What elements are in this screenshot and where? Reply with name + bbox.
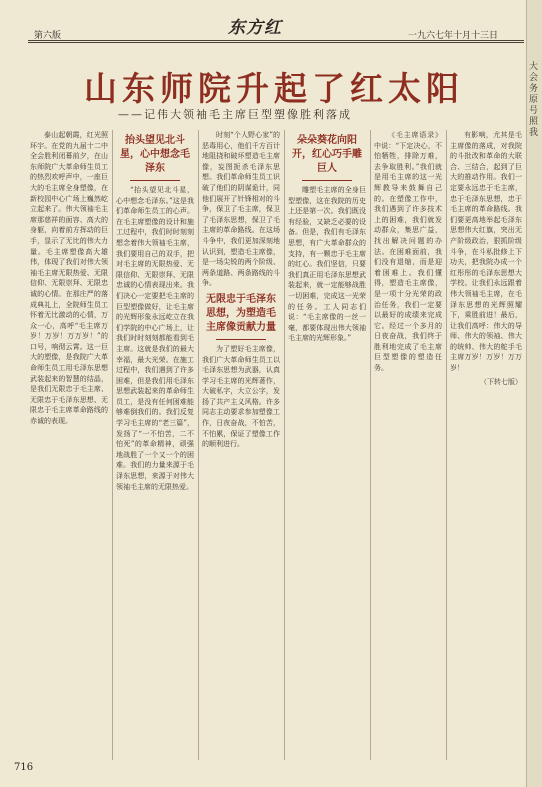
article-column-5	[374, 130, 442, 760]
column-divider	[446, 130, 447, 760]
article-column-3	[202, 130, 280, 760]
column-text: 泰山起朝霞，红光照环宇。在党的九届十二中全会胜利闭幕前夕，在山东师院广大革命师生员工的热烈欢呼声中，一座巨大的毛主席全身塑像，在新校园中心广场上巍然屹立起来了。伟大领袖毛主席那慈祥的面容、高大的身躯，向着前方挥动的巨手，显示了无比的伟大力量。毛主席塑像高大雄伟，体现了我们对伟大领袖毛主席无限热爱、无限信仰、无限崇拜、无限忠诚的心情。在那庄严的落成典礼上，全院师生员工怀着无比激动的心情，万众一心，高呼“毛主席万岁！万岁！万万岁！”的口号，响彻云霄。这一巨大的塑像，是我院广大革命师生员工用毛泽东思想武装起来的智慧的结晶，是我们无限忠于毛主席、无限忠于毛泽东思想、无限忠于毛主席革命路线的赤诚的表现。	[30, 131, 108, 426]
masthead-title: 东方红	[228, 18, 282, 38]
article-column-2	[116, 130, 194, 760]
column-divider	[198, 130, 199, 760]
section-heading: 无限忠于毛泽东思想，为塑造毛主席像贡献力量	[206, 293, 276, 333]
column-text: 时刻“个人野心家”的恶毒用心，他们千方百计地阻挠和破坏塑造毛主席像，妄图扼杀毛泽东思想。我们革命师生员工识破了他们的阴谋诡计，同他们展开了针锋相对的斗争，保卫了毛主席，保卫了毛泽东思想，保卫了毛主席的革命路线。在这场斗争中，我们更加深刻地认识到，塑造毛主席像，是一场尖锐的两个阶级、两条道路、两条路线的斗争。	[202, 131, 280, 288]
article-column-6	[450, 130, 522, 760]
section-heading: 抬头望见北斗星，心中想念毛泽东	[120, 135, 190, 174]
column-divider	[370, 130, 371, 760]
article-column-4	[288, 130, 366, 760]
issue-date: 一九六七年十月十三日	[408, 31, 499, 41]
folio-number: 716	[14, 762, 34, 773]
heading-underline	[130, 180, 180, 181]
edge-text: 大会务原号照我	[529, 62, 539, 138]
continued-note: （下转七版）	[480, 377, 522, 386]
header-rule-double	[28, 42, 524, 43]
heading-underline	[302, 180, 352, 181]
column-text: 为了塑好毛主席像，我们广大革命师生员工以毛泽东思想为武器，认真学习毛主席的光辉著作，大破私字，大立公字，发扬了共产主义风格。许多同志主动要求参加塑像工作，日夜奋战，不怕苦，不怕累，保证了塑像工作的顺利进行。	[202, 344, 280, 449]
article-column-1	[30, 130, 108, 760]
header-rule	[28, 40, 524, 41]
page-header	[0, 0, 526, 45]
column-text: 雕塑毛主席的全身巨型塑像，这在我院的历史上还是第一次。我们既没有经验，又缺乏必要的设备。但是，我们有毛泽东思想，有广大革命群众的支持，有一颗忠于毛主席的红心。我们坚信，只要我们真正用毛泽东思想武装起来，就一定能够战胜一切困难，完成这一光荣的任务。工人同志们说：“毛主席像的一丝一毫，都要体现出伟大领袖毛主席的光辉形象。”	[288, 186, 366, 343]
column-text: “抬头望见北斗星，心中想念毛泽东。”这是我们革命师生员工的心声。在毛主席塑像的设计和施工过程中，我们时时刻刻想念着伟大领袖毛主席，我们要用自己的双手，把对毛主席的无限热爱、无限信仰、无限崇拜、无限忠诚的心情表现出来。我们决心一定要把毛主席的巨型塑像做好，让毛主席的光辉形象永远屹立在我们学院的中心广场上，让我们时时刻刻都能看到毛主席。这就是我们的最大幸福，最大光荣。在施工过程中，我们遇到了许多困难，但是我们用毛泽东思想武装起来的革命师生员工，是没有任何困难能够难倒我们的。我们反复学习毛主席的“老三篇”，发扬了“一不怕苦，二不怕死”的革命精神，顽强地战胜了一个又一个的困难。我们的力量来源于毛泽东思想，来源于对伟大领袖毛主席的无限热爱。	[116, 186, 194, 491]
column-text: 有影响，尤其是毛主席像的落成，对我院的斗批改和革命的大联合、三结合，起到了巨大的推动作用。我们一定要永远忠于毛主席，忠于毛泽东思想，忠于毛主席的革命路线。我们要更高地举起毛泽东思想伟大红旗，突出无产阶级政治，狠抓阶级斗争，在斗私批修上下功夫，把我院办成一个红彤彤的毛泽东思想大学校。让我们永远跟着伟大领袖毛主席，在毛泽东思想的光辉照耀下，乘胜前进！最后，让我们高呼：伟大的导师、伟大的领袖、伟大的统帅、伟大的舵手毛主席万岁！万岁！万万岁！	[450, 131, 522, 373]
section-heading: 朵朵葵花向阳开，红心巧手雕巨人	[292, 135, 362, 174]
column-divider	[284, 130, 285, 760]
page-number: 第六版	[34, 31, 62, 41]
column-divider	[112, 130, 113, 760]
main-headline: 山东师院升起了红太阳	[84, 69, 464, 108]
column-text: 《毛主席语录》中说：“下定决心，不怕牺牲，排除万难，去争取胜利。”我们就是用毛主席的这一光辉教导来鼓舞自己的。在塑像工作中，我们遇到了许多技术上的困难，我们就发动群众，集思广益，找出解决问题的办法。在困难面前，我们没有退缩，而是迎着困难上。我们懂得，塑造毛主席像，是一项十分光荣的政治任务，我们一定要以最好的成绩来完成它。经过一个多月的日夜奋战，我们终于胜利地完成了毛主席巨型塑像的塑造任务。	[374, 131, 442, 373]
subheadline: ——记伟大领袖毛主席巨型塑像胜利落成	[118, 108, 352, 121]
adjacent-page-edge	[526, 0, 542, 787]
heading-underline	[216, 339, 266, 340]
